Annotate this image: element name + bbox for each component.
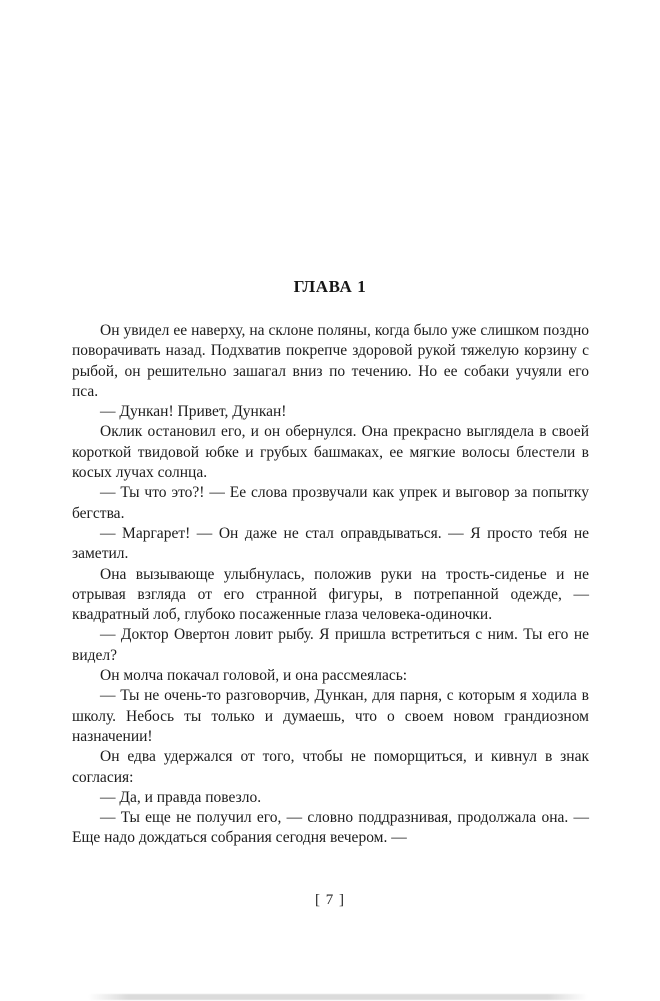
page-number: [ 7 ] [315, 892, 345, 908]
paragraph: — Да, и правда повезло. [100, 788, 262, 806]
paragraph: Он едва удержался от того, чтобы не поморщиться, и кивнул в знак согласия: [72, 748, 589, 786]
paragraph: Он увидел ее наверху, на склоне поляны, когда было уже слишком поздно поворачивать назад. Подхватив покрепче здоровой рукой тяжелую корзину с рыбой, он решительно зашагал вниз по течению. Но ее собаки учуяли его пса. [72, 322, 589, 400]
paragraph: Оклик остановил его, и он обернулся. Она прекрасно выглядела в своей короткой твидовой юбке и грубых башмаках, ее мягкие волосы блестели в косых лучах солнца. [72, 423, 589, 482]
paragraph: — Доктор Овертон ловит рыбу. Я пришла встретиться с ним. Ты его не видел? [72, 626, 589, 664]
paragraph: — Ты что это?! — Ее слова прозвучали как упрек и выговор за попытку бегства. [72, 484, 589, 522]
paragraph: Она вызывающе улыбнулась, положив руки на трость-сиденье и не отрывая взгляда от его странной фигуры, в потрепанной одежде, — квадратный лоб, глубоко посаженные глаза человека-одиночки. [72, 565, 589, 624]
text-body [72, 321, 589, 849]
paragraph: — Ты еще не получил его, — словно поддразнивая, продолжала она. — Еще надо дождаться собрания сегодня вечером. — [72, 809, 589, 847]
paragraph: — Ты не очень-то разговорчив, Дункан, для парня, с которым я ходила в школу. Небось ты только и думаешь, что о своем новом грандиозном назначении! [72, 687, 589, 745]
paragraph: — Маргарет! — Он даже не стал оправдываться. — Я просто тебя не заметил. [72, 524, 589, 563]
page-edge-shadow [88, 994, 588, 1000]
paragraph: — Дункан! Привет, Дункан! [100, 403, 287, 421]
chapter-title: ГЛАВА 1 [293, 277, 367, 296]
paragraph: Он молча покачал головой, и она рассмеялась: [100, 667, 408, 685]
